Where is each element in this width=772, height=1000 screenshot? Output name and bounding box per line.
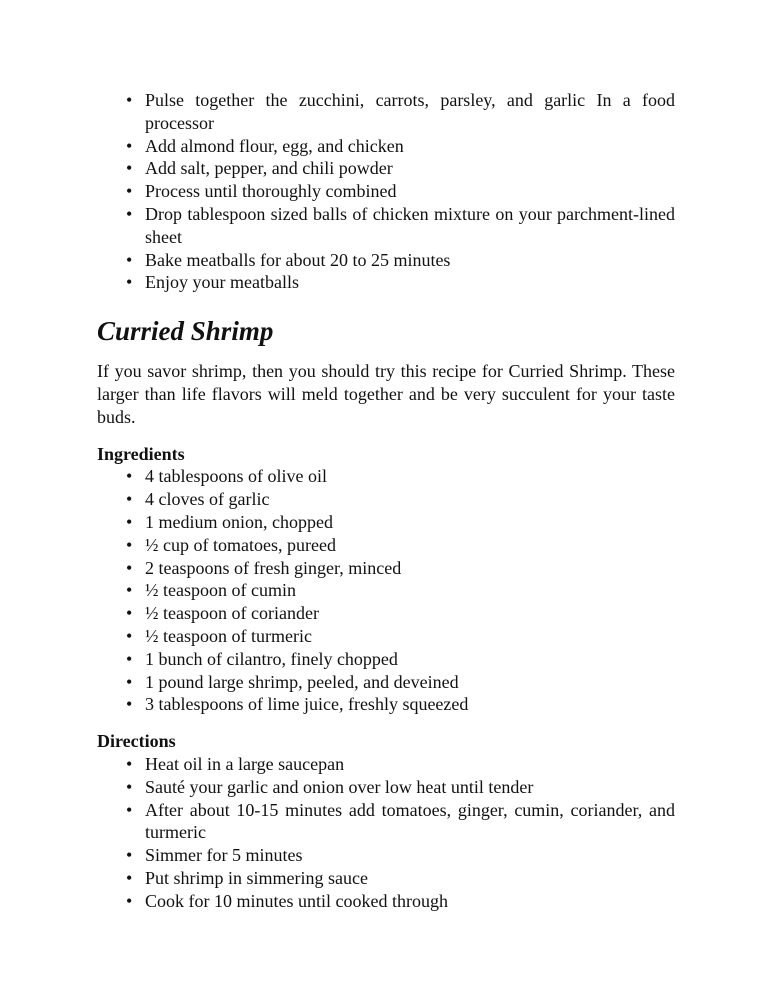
list-item: • 3 tablespoons of lime juice, freshly squeezed — [97, 693, 675, 716]
ingredients-list — [97, 465, 675, 716]
list-item: • 4 cloves of garlic — [97, 488, 675, 511]
list-item: • Add salt, pepper, and chili powder — [97, 157, 675, 180]
list-item: • 1 bunch of cilantro, finely chopped — [97, 648, 675, 671]
list-item: • ½ cup of tomatoes, pureed — [97, 534, 675, 557]
list-item: • 2 teaspoons of fresh ginger, minced — [97, 557, 675, 580]
list-item: • Pulse together the zucchini, carrots, parsley, and garlic In a food processor — [97, 89, 675, 135]
list-item: • Put shrimp in simmering sauce — [97, 867, 675, 890]
list-item: • 1 medium onion, chopped — [97, 511, 675, 534]
list-item: • Drop tablespoon sized balls of chicken mixture on your parchment-lined sheet — [97, 203, 675, 249]
list-item: • Bake meatballs for about 20 to 25 minutes — [97, 249, 675, 272]
recipe-title: Curried Shrimp — [97, 316, 274, 347]
previous-directions-list — [97, 89, 675, 294]
list-item: • Process until thoroughly combined — [97, 180, 675, 203]
document-page — [97, 89, 675, 913]
directions-list — [97, 753, 675, 913]
ingredients-heading: Ingredients — [97, 443, 185, 464]
list-item: • Simmer for 5 minutes — [97, 844, 675, 867]
directions-heading: Directions — [97, 731, 176, 752]
list-item: • After about 10-15 minutes add tomatoes, ginger, cumin, coriander, and turmeric — [97, 799, 675, 845]
list-item: • Sauté your garlic and onion over low heat until tender — [97, 776, 675, 799]
list-item: • Cook for 10 minutes until cooked through — [97, 890, 675, 913]
list-item: • ½ teaspoon of turmeric — [97, 625, 675, 648]
list-item: • Add almond flour, egg, and chicken — [97, 135, 675, 158]
list-item: • ½ teaspoon of cumin — [97, 579, 675, 602]
list-item: • Heat oil in a large saucepan — [97, 753, 675, 776]
list-item: • 4 tablespoons of olive oil — [97, 465, 675, 488]
list-item: • Enjoy your meatballs — [97, 271, 675, 294]
list-item: • 1 pound large shrimp, peeled, and deveined — [97, 671, 675, 694]
recipe-intro: If you savor shrimp, then you should try this recipe for Curried Shrimp. These larger than life flavors will meld together and be very succulent for your taste buds. — [97, 361, 675, 427]
list-item: • ½ teaspoon of coriander — [97, 602, 675, 625]
